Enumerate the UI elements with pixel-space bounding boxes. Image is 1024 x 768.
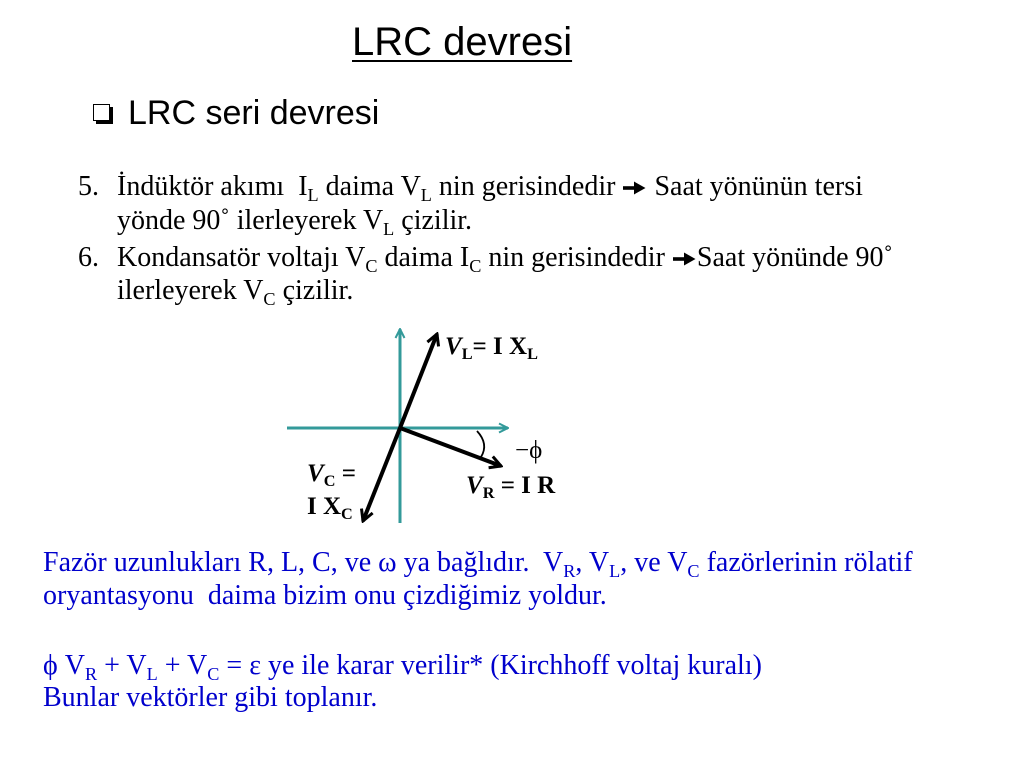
subscript: C	[207, 663, 220, 684]
subscript: C	[323, 472, 336, 491]
text-run: + V	[157, 650, 208, 681]
subscript: L	[609, 560, 621, 581]
list-item-line	[117, 274, 353, 308]
subscript: R	[563, 560, 576, 581]
label-run: I X	[307, 493, 342, 520]
vc-vector	[363, 428, 400, 521]
vc-label-line-1	[307, 460, 356, 491]
phase-angle-label: −ϕ	[515, 437, 543, 464]
vr-label	[466, 472, 556, 503]
list-number: 5.	[78, 171, 99, 202]
subscript: C	[365, 255, 378, 276]
subscript: C	[469, 255, 482, 276]
text-run: = ε ye ile karar verilir* (Kirchhoff voltaj kuralı)	[219, 650, 762, 681]
text-run: fazörlerinin rölatif	[699, 547, 913, 578]
arrow-right-icon	[672, 250, 697, 268]
text-run: İndüktör akımı I	[117, 171, 308, 202]
subscript: C	[263, 288, 276, 309]
text-run: Saat yönünde 90˚	[696, 242, 893, 273]
list-number: 6.	[78, 242, 99, 273]
text-run: daima I	[377, 242, 470, 273]
vr-vector	[400, 428, 501, 466]
text-run: + V	[97, 650, 147, 681]
subscript: R	[84, 663, 98, 684]
notes-line	[43, 546, 913, 580]
text-run: daima V	[318, 171, 421, 202]
text-run: , V	[575, 547, 610, 578]
subscript: L	[383, 218, 395, 239]
notes-line: Bunlar vektörler gibi toplanır.	[43, 682, 378, 713]
vl-vector	[400, 334, 437, 428]
bullet-heading-text: LRC seri devresi	[128, 94, 380, 132]
square-bullet-icon	[93, 104, 110, 121]
label-run: =	[335, 460, 356, 487]
subscript: L	[307, 184, 319, 205]
label-run: V	[445, 333, 462, 360]
subscript: L	[461, 345, 473, 364]
list-item-line	[117, 241, 893, 275]
vc-label-line-2	[307, 493, 353, 524]
subscript: C	[687, 560, 700, 581]
label-run: V	[307, 460, 324, 487]
text-run: Saat yönünün tersi	[647, 171, 863, 202]
text-run: Kondansatör voltajı V	[117, 242, 366, 273]
text-run: nin gerisindedir	[481, 242, 672, 273]
subscript: L	[146, 663, 158, 684]
notes-line	[43, 649, 762, 683]
subscript: L	[420, 184, 432, 205]
text-run: nin gerisindedir	[431, 171, 623, 202]
label-run: = I R	[494, 472, 556, 499]
text-run: çizilir.	[394, 205, 473, 236]
label-run: = I X	[472, 333, 528, 360]
subscript: C	[341, 505, 353, 524]
vl-label	[445, 333, 538, 364]
text-run: Fazör uzunlukları R, L, C, ve ω ya bağlıdır. V	[43, 547, 564, 578]
subscript: L	[527, 345, 538, 364]
text-run: çizilir.	[275, 275, 354, 306]
notes-line: oryantasyonu daima bizim onu çizdiğimiz yoldur.	[43, 580, 607, 611]
text-run: , ve V	[620, 547, 688, 578]
phase-angle-arc	[477, 431, 484, 457]
label-run: V	[466, 472, 483, 499]
list-item-line	[117, 170, 863, 204]
text-run: ilerleyerek V	[117, 275, 264, 306]
text-run: yönde 90˚ ilerleyerek V	[117, 205, 384, 236]
subscript: R	[482, 484, 495, 503]
text-run: ϕ V	[43, 650, 85, 681]
list-item-line	[117, 204, 472, 238]
slide-title: LRC devresi	[352, 20, 573, 64]
arrow-right-icon	[622, 179, 647, 197]
